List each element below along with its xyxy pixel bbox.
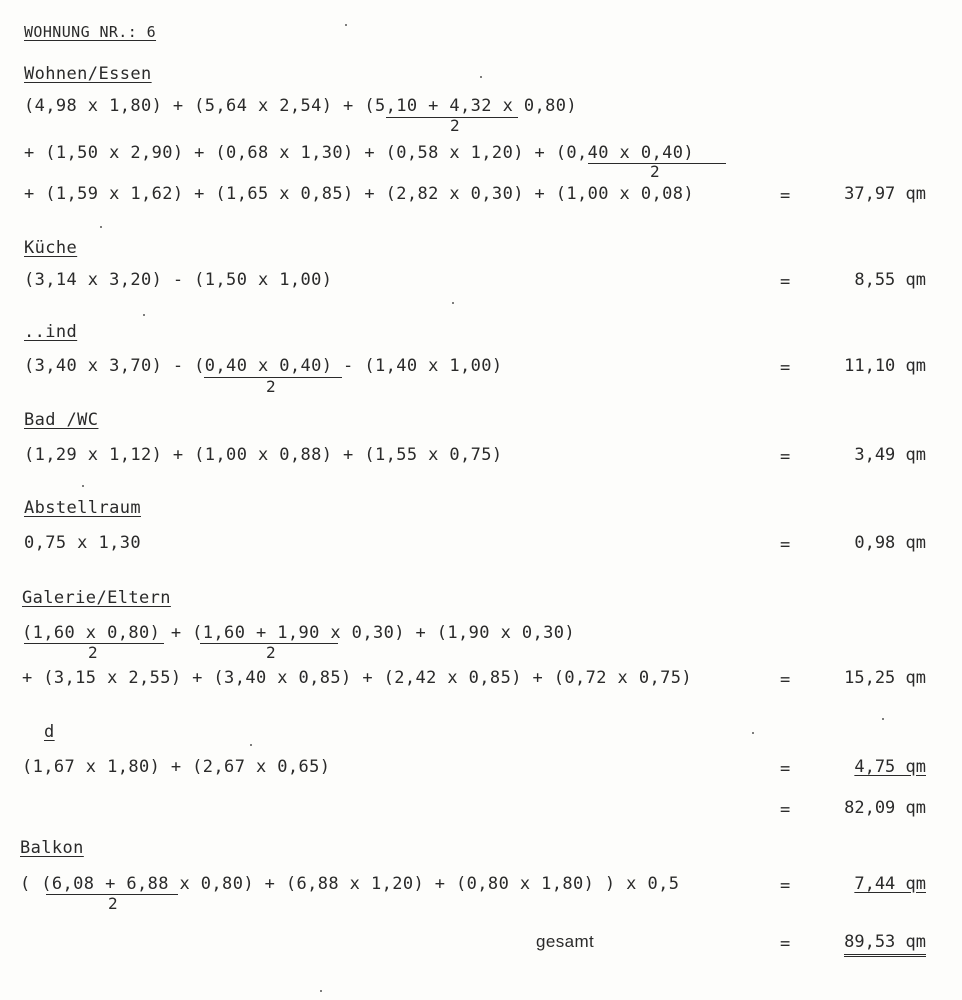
equals-sign: = — [780, 186, 791, 206]
room-heading-abstellraum: Abstellraum — [24, 498, 141, 518]
formula-line: (4,98 x 1,80) + (5,64 x 2,54) + (5,10 + 4,32 x 0,80) — [24, 96, 578, 116]
formula-line: + (1,59 x 1,62) + (1,65 x 0,85) + (2,82 x 0,30) + (1,00 x 0,08) — [24, 184, 694, 204]
fraction-denominator: 2 — [450, 116, 460, 135]
fraction-denominator: 2 — [266, 377, 276, 396]
scan-speck — [143, 314, 145, 316]
formula-line: + (3,15 x 2,55) + (3,40 x 0,85) + (2,42 x 0,85) + (0,72 x 0,75) — [22, 668, 692, 688]
equals-sign: = — [780, 670, 791, 690]
fraction-denominator: 2 — [108, 894, 118, 913]
room-area-value: 8,55 qm — [854, 270, 926, 290]
room-heading-kind: ..ind — [24, 322, 78, 342]
equals-sign: = — [780, 358, 791, 378]
room-area-value: 15,25 qm — [844, 668, 926, 688]
scan-speck — [345, 24, 347, 26]
room-area-value: 4,75 qm — [854, 757, 926, 777]
total-label: gesamt — [536, 932, 595, 951]
room-heading-galerie-eltern: Galerie/Eltern — [22, 588, 171, 608]
room-heading-kueche: Küche — [24, 238, 78, 258]
room-heading-balkon: Balkon — [20, 838, 84, 858]
equals-sign: = — [780, 800, 791, 820]
fraction-denominator: 2 — [650, 162, 660, 181]
room-area-value: 3,49 qm — [854, 445, 926, 465]
room-heading-bad-wc: Bad /WC — [24, 410, 99, 430]
fraction-denominator: 2 — [266, 643, 276, 662]
formula-line: (3,14 x 3,20) - (1,50 x 1,00) — [24, 270, 333, 290]
room-heading-d: d — [44, 722, 55, 742]
fraction-denominator: 2 — [88, 643, 98, 662]
subtotal-value: 82,09 qm — [844, 798, 926, 818]
balkon-area-value: 7,44 qm — [854, 874, 926, 894]
formula-line: (1,29 x 1,12) + (1,00 x 0,88) + (1,55 x 0,75) — [24, 445, 503, 465]
formula-line: + (1,50 x 2,90) + (0,68 x 1,30) + (0,58 x 1,20) + (0,40 x 0,40) — [24, 143, 694, 163]
formula-line: (1,67 x 1,80) + (2,67 x 0,65) — [22, 757, 331, 777]
scan-speck — [882, 718, 884, 720]
scan-speck — [752, 732, 754, 734]
scan-speck — [100, 226, 102, 228]
equals-sign: = — [780, 272, 791, 292]
room-area-value: 0,98 qm — [854, 533, 926, 553]
formula-line: ( (6,08 + 6,88 x 0,80) + (6,88 x 1,20) + (0,80 x 1,80) ) x 0,5 — [20, 874, 680, 894]
total-value: 89,53 qm — [844, 932, 926, 957]
apartment-title: WOHNUNG NR.: 6 — [24, 23, 157, 41]
equals-sign: = — [780, 535, 791, 555]
scan-speck — [320, 990, 322, 992]
scan-speck — [480, 76, 482, 78]
equals-sign: = — [780, 934, 791, 954]
scan-speck — [452, 302, 454, 304]
formula-line: (1,60 x 0,80) + (1,60 + 1,90 x 0,30) + (1,90 x 0,30) — [22, 623, 576, 643]
equals-sign: = — [780, 759, 791, 779]
room-heading-wohnen-essen: Wohnen/Essen — [24, 64, 152, 84]
room-area-value: 11,10 qm — [844, 356, 926, 376]
room-area-value: 37,97 qm — [844, 184, 926, 204]
scan-speck — [82, 485, 84, 487]
formula-line: 0,75 x 1,30 — [24, 533, 141, 553]
equals-sign: = — [780, 876, 791, 896]
equals-sign: = — [780, 447, 791, 467]
scan-speck — [250, 744, 252, 746]
formula-line: (3,40 x 3,70) - (0,40 x 0,40) - (1,40 x 1,00) — [24, 356, 503, 376]
